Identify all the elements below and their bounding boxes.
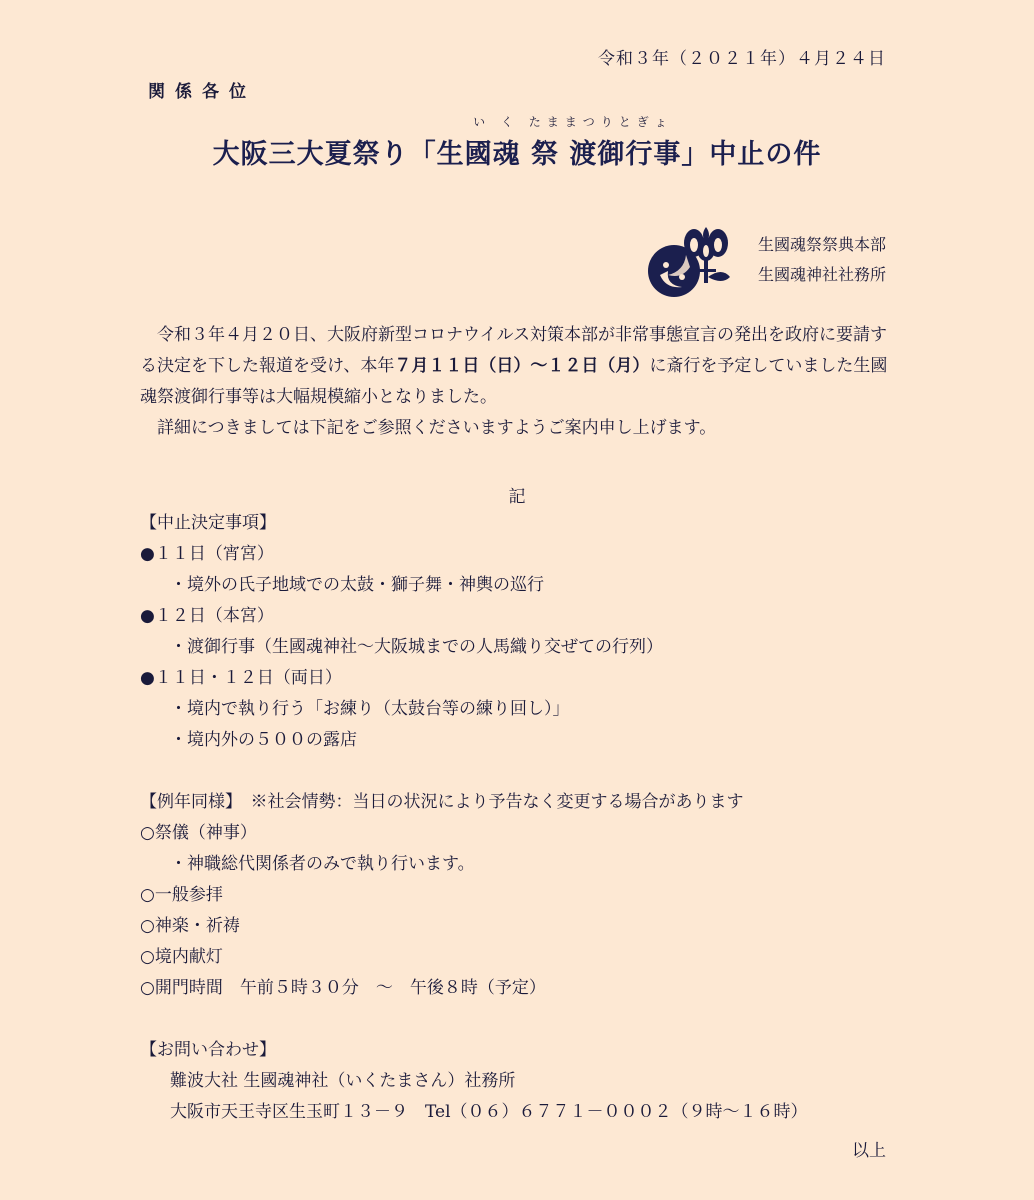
contact-line-2: 大阪市天王寺区生玉町１３－９ Tel（０６）６７７１－０００２（９時～１６時）	[170, 1102, 808, 1122]
title-ruby: い く たままつりとぎょ	[473, 115, 673, 129]
body-paragraph-1-a: 令和３年４月２０日、大阪府新型コロナウイルス対策本部が非常事態宣言の発出を政府に要請する決定を下した報道を受け、本年	[140, 325, 887, 376]
detail-list	[140, 508, 808, 1128]
issuer-line-2: 生國魂神社社務所	[757, 265, 886, 284]
issuer-block	[758, 230, 886, 290]
asusual-item-3: ○神楽・祈祷	[140, 916, 240, 936]
addressee: 関係各位	[148, 82, 256, 102]
cancelled-item-1: ●１１日（宵宮）	[140, 544, 274, 564]
asusual-item-2: ○一般参拝	[140, 885, 223, 905]
shrine-crest-icon	[648, 225, 732, 301]
spacer	[140, 1004, 808, 1035]
ki-marker: 記	[508, 487, 526, 507]
asusual-item-1-detail: ・神職総代関係者のみで執り行います。	[170, 854, 475, 874]
cancelled-item-2: ●１２日（本宮）	[140, 606, 274, 626]
cancelled-item-3-detail-2: ・境内外の５００の露店	[170, 730, 357, 750]
end-marker: 以上	[852, 1141, 886, 1161]
festival-dates: ７月１１日（日）～１２日（月）	[394, 356, 650, 376]
spacer	[140, 756, 808, 787]
title-block	[0, 112, 1034, 171]
body-paragraph-1-c: に斎行を予定していました生國魂祭渡御行事等は大幅規模縮小となりました。	[140, 356, 888, 407]
cancelled-item-3: ●１１日・１２日（両日）	[140, 668, 342, 688]
cancelled-item-3-detail-1: ・境内で執り行う「お練り（太鼓台等の練り回し）」	[170, 699, 570, 719]
issuer-line-1: 生國魂祭祭典本部	[757, 235, 886, 254]
contact-line-1: 難波大社 生國魂神社（いくたまさん）社務所	[170, 1071, 516, 1091]
document-date: 令和３年（２０２１年）４月２４日	[598, 49, 886, 69]
asusual-item-1: ○祭儀（神事）	[140, 823, 257, 843]
cancelled-heading: 【中止決定事項】	[140, 513, 276, 533]
cancelled-item-2-detail: ・渡御行事（生國魂神社～大阪城までの人馬織り交ぜての行列）	[170, 637, 663, 657]
body-paragraph-1	[140, 320, 900, 413]
page-title: 大阪三大夏祭り「生國魂 祭 渡御行事」中止の件	[212, 139, 822, 170]
body-text	[140, 320, 900, 444]
body-paragraph-2: 詳細につきましては下記をご参照くださいますようご案内申し上げます。	[157, 418, 717, 438]
cancelled-item-1-detail: ・境外の氏子地域での太鼓・獅子舞・神輿の巡行	[170, 575, 544, 595]
asusual-item-5: ○開門時間 午前５時３０分 ～ 午後８時（予定）	[140, 978, 546, 998]
asusual-item-4: ○境内献灯	[140, 947, 223, 967]
contact-heading: 【お問い合わせ】	[140, 1040, 276, 1060]
asusual-heading: 【例年同様】 ※社会情勢：当日の状況により予告なく変更する場合があります	[140, 792, 744, 812]
